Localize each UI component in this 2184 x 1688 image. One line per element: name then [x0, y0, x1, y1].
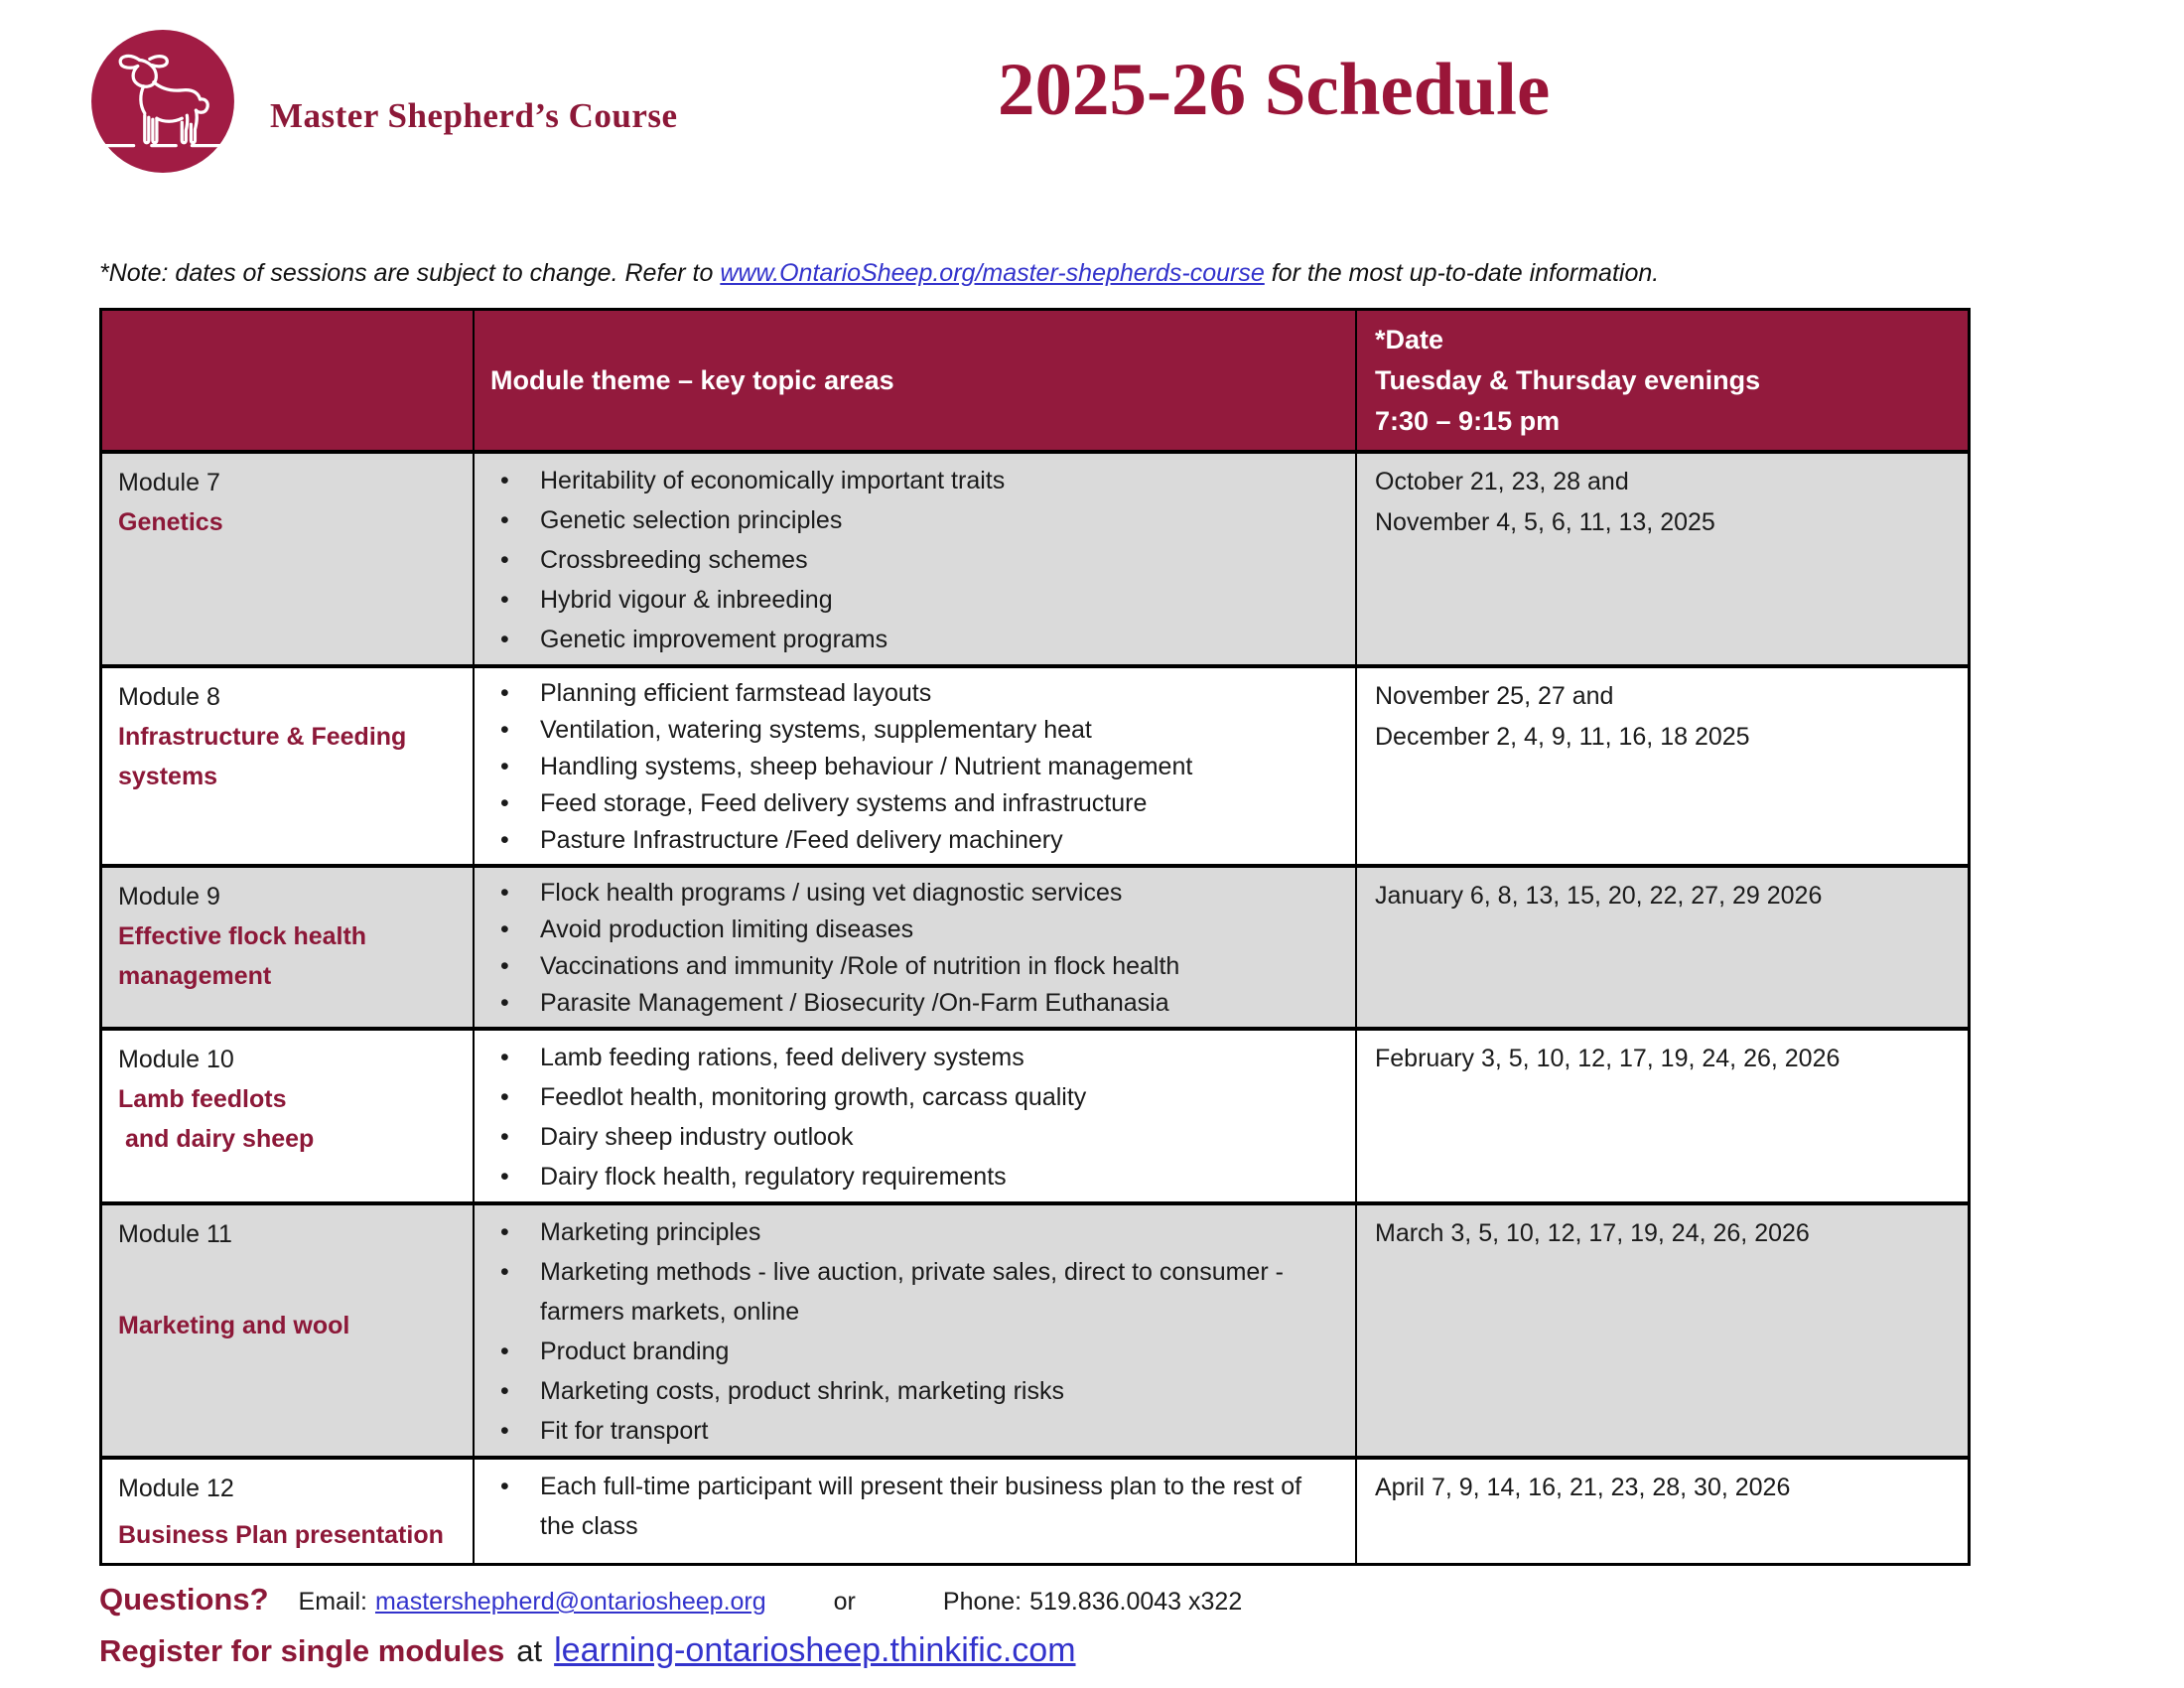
- register-label: Register for single modules: [99, 1633, 505, 1668]
- date-line: January 6, 8, 13, 15, 20, 22, 27, 29 2026: [1375, 882, 1823, 910]
- theme-line: systems: [118, 763, 218, 790]
- topic-item: • Marketing principles: [475, 1212, 1341, 1252]
- topic-item: • Dairy flock health, regulatory requirements: [475, 1157, 1341, 1196]
- date-line: February 3, 5, 10, 12, 17, 19, 24, 26, 2026: [1375, 1045, 1841, 1072]
- module-theme: [118, 502, 465, 542]
- header-cell-date: [1357, 311, 1968, 454]
- module-cell: [102, 1460, 475, 1563]
- date-cell: [1357, 868, 1968, 1031]
- brand-title: Master Shepherd’s Course: [270, 96, 678, 135]
- at-text: at: [516, 1633, 543, 1668]
- page-title: 2025-26 Schedule: [998, 49, 1551, 131]
- topic-item: • Hybrid vigour & inbreeding: [475, 580, 1341, 620]
- header-cell-theme: Module theme – key topic areas: [475, 311, 1357, 454]
- phone-text: [943, 1588, 1242, 1617]
- note-text: [99, 259, 2184, 288]
- sheep-logo-icon: [87, 26, 238, 182]
- topics-list: [475, 454, 1355, 664]
- topics-cell: [475, 1205, 1357, 1460]
- date-line: October 21, 23, 28 and: [1375, 468, 1629, 495]
- topic-item: • Avoid production limiting diseases: [475, 912, 1341, 948]
- date-cell: [1357, 1205, 1968, 1460]
- topic-item: • Vaccinations and immunity /Role of nutrition in flock health: [475, 948, 1341, 985]
- questions-label: Questions?: [99, 1582, 269, 1617]
- topic-item: • Flock health programs / using vet diagnostic services: [475, 875, 1341, 912]
- topic-item: • Ventilation, watering systems, supplementary heat: [475, 712, 1341, 749]
- header-cell-blank: [102, 311, 475, 454]
- date-line: March 3, 5, 10, 12, 17, 19, 24, 26, 2026: [1375, 1219, 1810, 1247]
- schedule-table: [99, 308, 1971, 1566]
- date-line: December 2, 4, 9, 11, 16, 18 2025: [1375, 723, 1750, 751]
- topic-item: • Feed storage, Feed delivery systems and infrastructure: [475, 785, 1341, 822]
- theme-line: and dairy sheep: [118, 1125, 315, 1153]
- date-header-line: Tuesday & Thursday evenings: [1375, 365, 1761, 395]
- topic-item: • Feedlot health, monitoring growth, carcass quality: [475, 1077, 1341, 1117]
- module-label: Module 9: [118, 883, 220, 911]
- date-line: November 25, 27 and: [1375, 682, 1614, 710]
- topics-list: [475, 1460, 1355, 1551]
- theme-line: Genetics: [118, 508, 223, 536]
- module-label: Module 7: [118, 469, 220, 496]
- topic-item: • Genetic improvement programs: [475, 620, 1341, 659]
- theme-line: Effective flock health: [118, 922, 367, 950]
- topic-item: • Lamb feeding rations, feed delivery systems: [475, 1038, 1341, 1077]
- email-link[interactable]: mastershepherd@ontariosheep.org: [374, 1588, 766, 1616]
- topic-item: • Fit for transport: [475, 1411, 1341, 1451]
- date-cell: [1357, 668, 1968, 868]
- date-cell: [1357, 1031, 1968, 1205]
- date-header-line: *Date: [1375, 325, 1444, 354]
- email-label: Email:: [298, 1588, 367, 1616]
- page-header: [0, 0, 2184, 233]
- module-theme: [118, 1079, 465, 1159]
- register-line: [99, 1631, 2184, 1670]
- topic-item: • Handling systems, sheep behaviour / Nutrient management: [475, 749, 1341, 785]
- topics-cell: [475, 1031, 1357, 1205]
- module-cell: [102, 1031, 475, 1205]
- module-theme: [118, 717, 465, 796]
- module-theme: [118, 1515, 465, 1555]
- module-cell: [102, 454, 475, 668]
- topic-item: • Marketing costs, product shrink, marketing risks: [475, 1371, 1341, 1411]
- topic-item: • Crossbreeding schemes: [475, 540, 1341, 580]
- topics-cell: [475, 668, 1357, 868]
- topics-cell: [475, 868, 1357, 1031]
- module-theme: [118, 1306, 465, 1345]
- date-header-line: 7:30 – 9:15 pm: [1375, 406, 1561, 436]
- topics-list: [475, 1205, 1355, 1456]
- module-theme: [118, 916, 465, 996]
- topics-cell: [475, 454, 1357, 668]
- phone-number: 519.836.0043 x322: [1029, 1588, 1243, 1616]
- date-line: November 4, 5, 6, 11, 13, 2025: [1375, 508, 1715, 536]
- module-label: Module 11: [118, 1220, 232, 1248]
- topic-item: • Planning efficient farmstead layouts: [475, 675, 1341, 712]
- theme-line: Lamb feedlots: [118, 1085, 287, 1113]
- theme-line: Business Plan presentation: [118, 1521, 444, 1549]
- topics-list: [475, 1031, 1355, 1201]
- module-label: Module 8: [118, 683, 220, 711]
- topic-item: • Dairy sheep industry outlook: [475, 1117, 1341, 1157]
- register-link[interactable]: learning-ontariosheep.thinkific.com: [554, 1631, 1076, 1669]
- module-label: Module 12: [118, 1475, 234, 1502]
- page-footer: [99, 1582, 2184, 1670]
- topics-cell: [475, 1460, 1357, 1563]
- topic-item: • Each full-time participant will present their business plan to the rest of the class: [475, 1467, 1341, 1546]
- module-cell: [102, 668, 475, 868]
- module-cell: [102, 1205, 475, 1460]
- date-line: April 7, 9, 14, 16, 21, 23, 28, 30, 2026: [1375, 1474, 1791, 1501]
- date-cell: [1357, 1460, 1968, 1563]
- topic-item: • Genetic selection principles: [475, 500, 1341, 540]
- module-cell: [102, 868, 475, 1031]
- or-text: or: [833, 1588, 856, 1616]
- theme-line: Infrastructure & Feeding: [118, 723, 407, 751]
- theme-line: management: [118, 962, 272, 990]
- topic-item: • Marketing methods - live auction, private sales, direct to consumer - farmers markets, online: [475, 1252, 1341, 1332]
- phone-label: Phone:: [942, 1588, 1023, 1616]
- topics-list: [475, 868, 1355, 1027]
- topic-item: • Product branding: [475, 1332, 1341, 1371]
- contact-line: [99, 1582, 2184, 1618]
- topic-item: • Parasite Management / Biosecurity /On-Farm Euthanasia: [475, 985, 1341, 1022]
- note-suffix: for the most up-to-date information.: [1264, 259, 1660, 287]
- module-label: Module 10: [118, 1046, 234, 1073]
- topics-list: [475, 668, 1355, 864]
- note-prefix: *Note: dates of sessions are subject to change. Refer to: [99, 259, 721, 287]
- topic-item: • Pasture Infrastructure /Feed delivery machinery: [475, 822, 1341, 859]
- date-cell: [1357, 454, 1968, 668]
- note-link[interactable]: www.OntarioSheep.org/master-shepherds-course: [720, 259, 1265, 287]
- theme-line: Marketing and wool: [118, 1312, 350, 1339]
- topic-item: • Heritability of economically important traits: [475, 461, 1341, 500]
